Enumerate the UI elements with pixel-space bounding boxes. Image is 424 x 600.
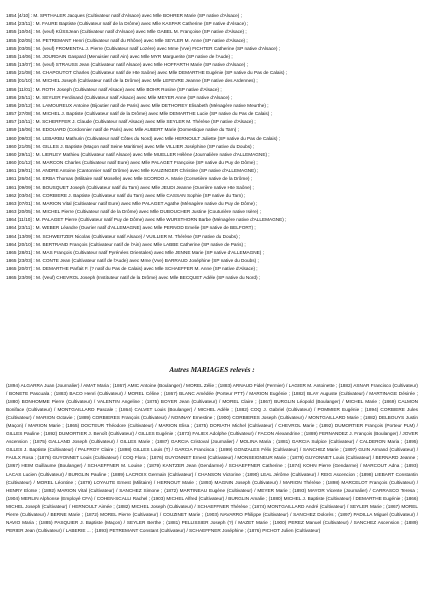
marriage-entry: 1855 [21/08] : M. CHAPOUTOT Charles (Cultivateur natif de Hte Saône) avec Mlle DEMARTHE Eugénie (SP native du Pas de Calais) ; <box>6 70 288 76</box>
other-marriages-paragraph: (1894) ALGARRA Juan (Journalier) / AMAT Maria ; (1867) AMIC Antoine (Boulanger) / MOREL Zélie ; (1883) ARNAUD Fidel (Fermier) / LAGIER M. Antoinette ; (1882) ASNAR Francisco (Cultivateur) / BONETE Pascuala ; (1883) BACO Henri (Cultivateur) / MOREL Céline ; (1867) BLANC Amédée (Porteur PTT) / MARION Eugénie ; (1882) BLAY Auguste (Cultivateur) / MARTINAGE Désirée ; (1880) BONHOMME Pierre (Cultivateur) / VALENTIN Angeline ; (1875) BOYER Jean (Cultivateur) / MOREL Claire ; (1867) BURGLIN Léopold (Boulanger) / MICHEL Marie ; (1869) CALMON Boniface (Cultivateur) / MONTGAILLARD Pascale ; (1864) CALVET Louis (Boulanger) / MICHEL Adèle ; (1882) COQ J. Gabriel (Cultivateur) / POMMIER Eugénie ; (1894) CORBIERE Jules (Cultivateur) / MARION Octavie ; (1889) CORBIERES François (Cultivateur) / NONNAY Ernestine ; (1900) CORBIERES Joseph (Cultivateur) / MONTGAILLARD Marie ; (1882) DELBOUYS Justin (Maçon) / MARION Marie ; (1865) DOCTEUR Théodore (Cultivateur) / MARION Elisa ; (1875) DORIATH Michel (Cultivateur) / CHEVROL Marie ; (1892) DUMORTIER François (Porteur PLM) / GILLES Pauline ; (1892) DUMORTIER J. Benoît (Cultivateur) / GILLES Eugénie ; (1873) FALIEX Adolphe (Cultivateur) / FACON Alexandrine ; (1889) FERNANDEZ J. François (Boulanger) / JOVER Ascension ; (1875) GALLAND Joseph (Cultivateur) / GILLES Marie ; (1887) GARCIA Cristoval (Journalier) / MOLINA Maria ; (1881) GARCIA Sulpice (Cultivateur) / CALDERON Maria ; (1895) GILLES J. Baptiste (Cultivateur) / PALFROY Claire ; (1898) GILLES Louis (T) / GARCIA Francisca ; (1899) GONZALES Félix (Cultivateur) / SANCHEZ Marie ; (1897) GUIN Armand (Cultivateur) / FAULX Rosa ; (1876) GUYONNET Louis (Cultivateur) / COQ Flora ; (1876) GUYONNET Ernest (Cultivateur) / MONSEIGNEUR Marie ; (1879) GUYONNET Louis (Cultivateur) / BERNARD Jeanne ; (1867) HEIM Guillaume (Boulanger) / SCHAEFFNER M. Louise ; (1879) KANTZER Jean (Gendarme) / SCHAEFFNER Catherine ; (1874) KOHN Pierre (Gendarme) / MARCOUT Adna ; (1893) LACAS Lucien (Cultivateur) / BURGLIN Pauline ; (1889) LACROIX Germain (Cultivateur) / CHANSON Victorine ; (1890) LEAL Jérôme (Cultivateur) / REIG Ascencion ; (1898) LIEBART Constantin (Cultivateur) / MOREL Léontine ; (1879) LOYAUTE Ernest (Militaire) / HERNOUT Marie ; (1893) MAGNIN Joseph (Cultivateur) / MARION Thérèse ; (1898) MARCELOT François (Cultivateur) / HENRY Eloïse ; (1892) MARION Vital (Cultivateur) / SANCHEZ Simone ; (1872) MARTINEAU Eugène (Cultivateur) / MEYER Marie ; (1893) MAYOR Vicente (Journalier) / CARRASCO Teresa ; (1904) MERLIN Alphonse (Employé CFA) / COHEN-SCALLI Rachel ; (1903) MICHEL Alfred (Cultivateur) / BURGLIN Amalie ; (1880) MICHEL J. Baptiste (Cultivateur) / DEMARTHE Eugénie ; (1866) MICHEL Joseph (Cultivateur) / HERNOULT Aimée ; (1882) MICHEL Joseph (Cultivateur) / SCHAEFFNER Thérèse ; (1874) MONTGAILLARD André (Cultivateur) / SEYLER Marie ; (1867) MOREL Pierre (Cultivateur) / BERNE Marie ; (1872) MOREL Pierre (Cultivateur) / COUZINET Marie ; (1903) NAVARRO Philippe (Cultivateur) / SANCHEZ Dolorès ; (1897) PADILLA Miguel (Cultivateur) / NAVIO Maria ; (1885) PASQUIER J. Baptiste (Maçon) / SEYLER Berthe ; (1881) PELLISSIER Joseph (?) / MAZET Marie ; (1900) PEREZ Manuel (Cultivateur) / SANCHEZ Ascension ; (1889) PERIER Jean (Cultivateur) / LABERIE ... ; (1893) PETREMANT Constant (Cultivateur) / SCHAEFFNER Joséphine ; (1876) PICHOT Julien (Cultivateur) <box>6 383 418 533</box>
marriage-entry: 1861 [09/09] : M. BOUSQUET Joseph (Cultivateur natif du Tarn) avec Mlle JEUDI Jeanne (Ouvrière native Hte Saône) ; <box>6 184 254 190</box>
marriage-entry: 1859 [15/06] : M. EDOUARD (Cordonnier natif de Paris) avec Mlle AUBERT Marie (Domestique native du Tarn) ; <box>6 127 239 133</box>
marriage-entry: 1855 [02/05] : M. PETREMANT Henri (Cultivateur natif du Rhône) avec Mlle SEYLER M. Anne (SP native d'Alsace) ; <box>6 37 248 43</box>
marriage-list <box>6 12 418 282</box>
marriage-entry: 1862 [03/04] : M. CORBIERE J. Baptiste (Cultivateur natif du Tarn) avec Mlle CASSAN Sophie (SP native du Tarn) ; <box>6 192 246 198</box>
marriage-entry: 1865 [28/01] : M. MAS François (Cultivateur natif Pyrénées Orientales) avec Mlle JENNE Marie (SP native d'ALLEMAGNE) ; <box>6 249 264 255</box>
marriage-entry: 1860 [01/12] : M. MARCON Charles (Cultivateur natif Eure) avec Mlle PALAGET Françoise (SP native du Puy de Dôme) ; <box>6 160 258 166</box>
marriage-entry: 1864 [11/10] : M. PALAGET Pierre (Cultivateur natif Puy de Dôme) avec Mlle WURSTHORN Barbe (Ménagère native d'ALLEMAGNE) ; <box>6 217 287 223</box>
section-heading: Autres MARIAGES relevés : <box>169 366 255 374</box>
marriage-entry: 1861 [26/04] : M. ERBA Thomas (Militaire natif Moselle) avec Mlle SCORDO A. Marie (Corsetière native de la Drôme) ; <box>6 176 253 182</box>
marriage-entry: 1864 [23/11] : M. WEBER Léandre (Ouvrier natif d'ALLEMAGNE) avec Mlle PERNOD Emelie (SP native de BELFORT) ; <box>6 225 256 231</box>
marriage-entry: 1864 [13/09] : M. SCHWEITZER Nicolas (Cultivateur natif Alsace) / VUILLIER M. Thérèse (SP native du Doubs) ; <box>6 233 241 239</box>
marriage-entry: 1865 [23/09] : M. (Veuf) CHEVROL Joseph (Instituteur natif de la Drôme) avec Mlle BECQUET Adèle (SP native du Nord) ; <box>6 274 261 280</box>
marriage-entry: 1854 [23/11] : M. FAURE Baptiste (Cultivateur natif de la Drôme) avec Mlle KASPAR Catherine (SP native d'Alsace) ; <box>6 21 249 27</box>
marriage-entry: 1860 [29/11] : M. LIERLEY Mathieu (Cultivateur natif Alsace) avec Mlle MUELLER Hélène (Journalière native d'ALLEMAGNE) ; <box>6 151 270 157</box>
marriage-entry: 1856 [20/12] : M. LAMOUREUX Antoine (Bijoutier natif de Paris) avec Mlle DETHOREY Elisabeth (Ménagère native Meurthe) ; <box>6 102 269 108</box>
marriage-entry: 1860 [21/05] : M. GILLES J. Baptiste (Maçon natif Seine Maritime) avec Mlle VILLIER Joséphine (SP native du Doubs) ; <box>6 143 255 149</box>
marriage-entry: 1855 [14/06] : M. JOURDAIN Gaspard (Menuisier natif Ain) avec Mlle MYR Marguerite (SP native de l'Aude) ; <box>6 53 233 59</box>
marriage-entry: 1854 [4/10] : M. SPITHALER Jacques (Cultivateur natif d'Alsace) avec Mlle BOHRER Marie (SP native d'Alsace) ; <box>6 13 242 18</box>
marriage-entry: 1863 [20/05] : M. MICHEL Pierre (Cultivateur natif de la Drôme) avec Mlle DUBOUCHER Justine (Couturière native Isère) ; <box>6 209 261 215</box>
marriage-entry: 1855 [10/04] : M. (veuf) KÜSSJean (Cultivateur natif d'Alsace) avec Mlle GABEL M. Françoise (SP native d'Alsace) ; <box>6 29 247 35</box>
marriage-entry: 1865 [20/07] : M. DEMARTHE Parfait F. (? natif du Pas de Calais) avec Mlle SCHAEFFER M. Anne (SP native d'Alsace) ; <box>6 266 258 272</box>
marriage-entry: 1861 [29/01] : M. ANDRE Antoine (Cantonnier natif Drôme) avec Mlle KAUZINGER Christine (SP native d'ALLEMAGNE) ; <box>6 168 259 174</box>
marriage-entry: 1856 [11/01] : M. ROTH Joseph (Cultivateur natif Alsace) avec Mlle BOHR Rosine (SP native d'Alsace) ; <box>6 86 222 92</box>
marriage-entry: 1863 [07/01] : M. MARION Vital (Cultivateur natif Eure) avec Mlle PALAGET Agathe (Ménagère native du Puy de Dôme) ; <box>6 200 258 206</box>
marriage-entry: 1860 [09/03] : M. LEBARBU Mathurin (Cultivateur natif Côtes du Nord) avec Mlle HERNOULT Juliette (SP native du Pas de Calais) ; <box>6 135 281 141</box>
marriage-entry: 1855 [03/05] : M. (veuf) FROMENTAL J. Pierre (Cultivateur natif Lozère) avec Mme (Vve) FICHTER Catherine (SP native d'Alsace) ; <box>6 45 281 51</box>
marriage-entry: 1857 [10/11] : M. SCHERFFER J. Claude (Cultivateur natif Alsace) avec Mlle SEYLER M. Thérèse (SP native d'Alsace) ; <box>6 119 256 125</box>
marriage-entry: 1865 [23/03] : M. CONTE Jean (Cultivateur natif de l'Aude) avec Mme (Vve) BARRAUD Joséphine (SP native du Doubs) ; <box>6 258 259 264</box>
marriage-entry: 1864 [20/10] : M. BERTRAND François (Cultivateur natif de l'Ain) avec Mlle LABBE Catherine (SP native de Paris) ; <box>6 241 246 247</box>
marriage-entry: 1855 [13/07] : M. (veuf) STRAUSS Jean (Cultivateur natif Alsace) avec Mlle HOFFARTH Marie (SP native d'Alsace) ; <box>6 62 248 68</box>
marriage-entry: 1855 [01/10] : M. MICHEL Joseph (Cultivateur natif de la Drôme) avec Mlle LEFEVRE Jeanne (SP native des Ardennes) ; <box>6 78 258 84</box>
marriage-entry: 1857 [27/08] : M. MICHEL J. Baptiste (Cultivateur natif de la Drôme) avec Mlle DEMARTHE Lucie (SP native du Pas de Calais) ; <box>6 111 272 117</box>
marriage-entry: 1856 [25/11] : M. SEYLER Ferdinand (Cultivateur natif Alsace) avec Mlle MEYER Anne (SP native d'Alsace) ; <box>6 94 233 100</box>
